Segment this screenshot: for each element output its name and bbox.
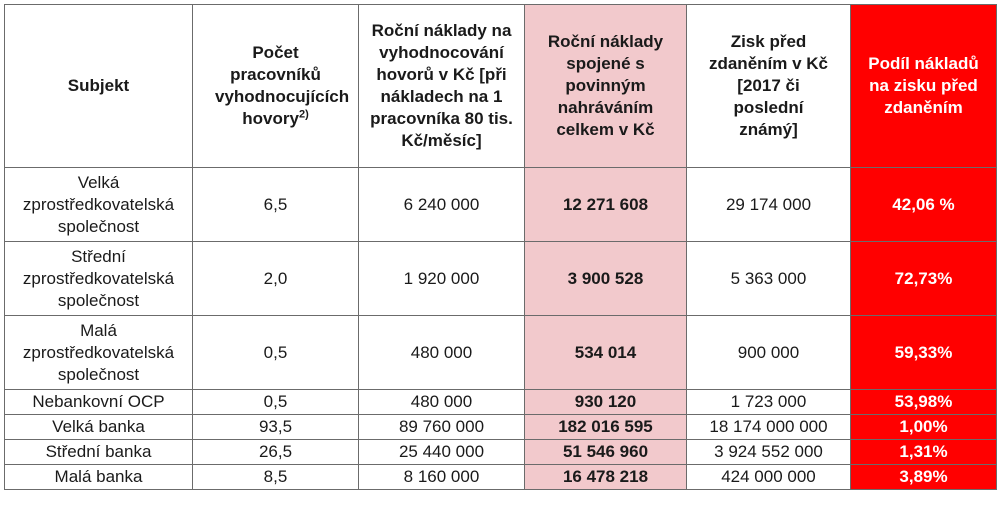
header-share: Podíl nákladů na zisku před zdaněním [851,5,997,168]
cell-workers: 93,5 [193,415,359,440]
cost-table [4,4,997,490]
cell-eval-cost: 480 000 [359,316,525,390]
cell-profit: 5 363 000 [687,242,851,316]
cell-total-cost: 51 546 960 [525,440,687,465]
cell-total-cost: 182 016 595 [525,415,687,440]
cell-eval-cost: 8 160 000 [359,465,525,490]
header-row [5,5,997,168]
cell-eval-cost: 89 760 000 [359,415,525,440]
header-subject: Subjekt [5,5,193,168]
cell-workers: 26,5 [193,440,359,465]
cell-share: 1,31% [851,440,997,465]
cell-share: 53,98% [851,390,997,415]
cell-workers: 8,5 [193,465,359,490]
cell-profit: 900 000 [687,316,851,390]
header-workers-footnote: 2) [298,108,309,121]
table-row [5,168,997,242]
cell-profit: 3 924 552 000 [687,440,851,465]
cell-total-cost: 12 271 608 [525,168,687,242]
cell-subject: Malá banka [5,465,193,490]
cell-workers: 0,5 [193,316,359,390]
table-row [5,242,997,316]
cell-subject: Nebankovní OCP [5,390,193,415]
table-row [5,415,997,440]
cell-eval-cost: 480 000 [359,390,525,415]
header-workers [193,5,359,168]
cell-share: 3,89% [851,465,997,490]
cell-profit: 424 000 000 [687,465,851,490]
cell-share: 72,73% [851,242,997,316]
table-row [5,440,997,465]
cell-profit: 29 174 000 [687,168,851,242]
cell-profit: 18 174 000 000 [687,415,851,440]
cell-subject: Velká zprostředkovatelská společnost [5,168,193,242]
cell-share: 1,00% [851,415,997,440]
cell-eval-cost: 1 920 000 [359,242,525,316]
cell-workers: 6,5 [193,168,359,242]
cell-subject: Střední banka [5,440,193,465]
cell-subject: Velká banka [5,415,193,440]
header-eval-cost: Roční náklady na vyhodnocování hovorů v Kč [při nákladech na 1 pracovníka 80 tis. Kč/měsíc] [359,5,525,168]
cell-total-cost: 16 478 218 [525,465,687,490]
cell-share: 59,33% [851,316,997,390]
cell-profit: 1 723 000 [687,390,851,415]
cell-subject: Malá zprostředkovatelská společnost [5,316,193,390]
cell-subject: Střední zprostředkovatelská společnost [5,242,193,316]
cell-eval-cost: 25 440 000 [359,440,525,465]
cell-workers: 2,0 [193,242,359,316]
cell-share: 42,06 % [851,168,997,242]
header-profit: Zisk před zdaněním v Kč [2017 či poslední známý] [687,5,851,168]
table-row [5,390,997,415]
cell-total-cost: 3 900 528 [525,242,687,316]
cell-total-cost: 930 120 [525,390,687,415]
cell-total-cost: 534 014 [525,316,687,390]
table-row [5,316,997,390]
table-row [5,465,997,490]
cell-eval-cost: 6 240 000 [359,168,525,242]
header-total-cost: Roční náklady spojené s povinným nahráváním celkem v Kč [525,5,687,168]
header-workers-label: Počet pracovníků vyhodnocujících hovory [215,43,350,128]
cell-workers: 0,5 [193,390,359,415]
